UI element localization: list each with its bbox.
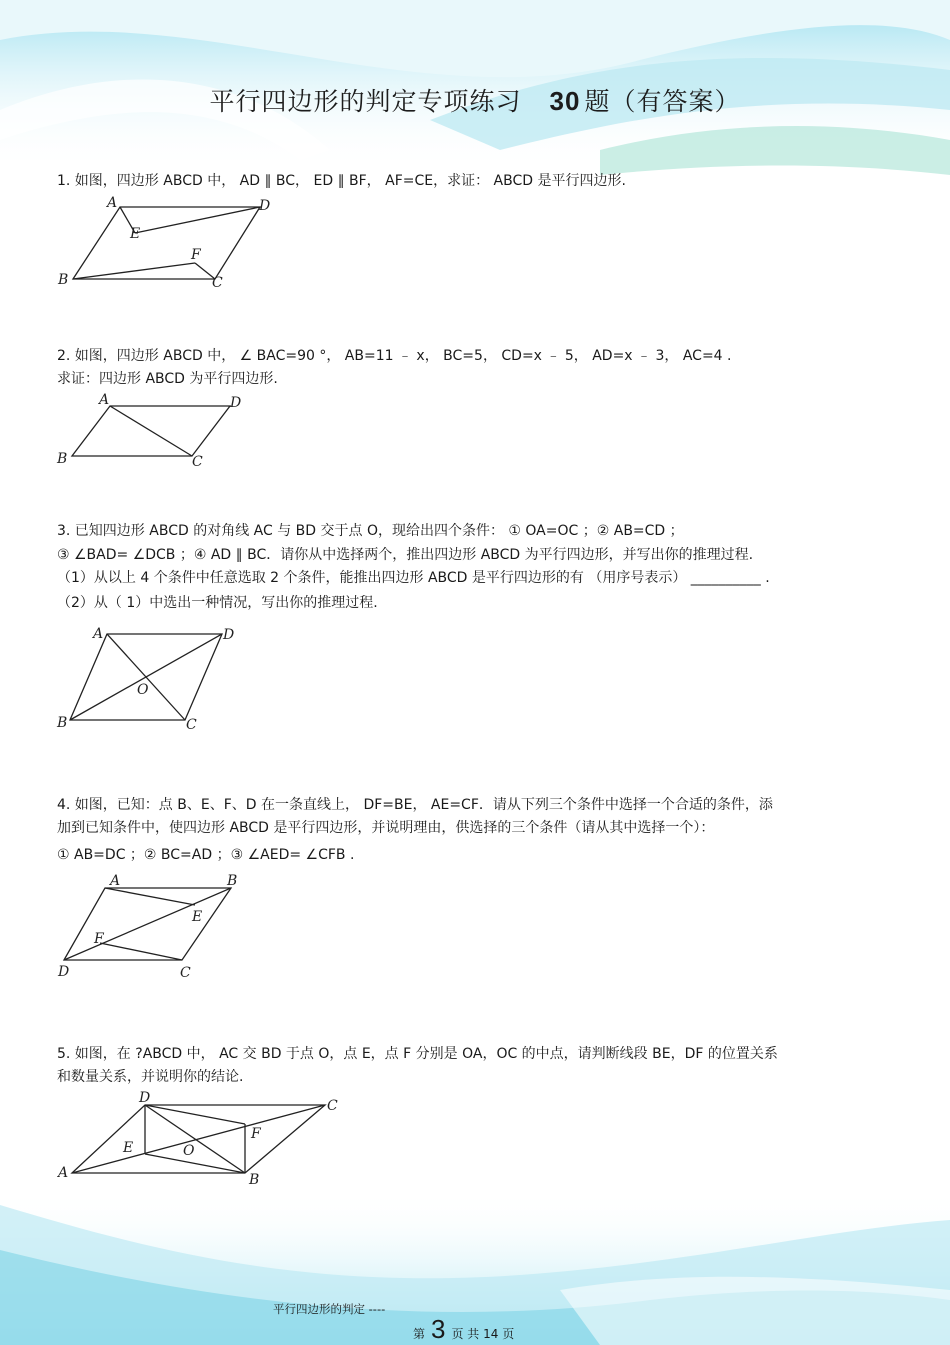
- title-suffix: 题（有答案）: [584, 87, 741, 116]
- q3-label-d: D: [223, 627, 235, 643]
- q2-figure: [55, 390, 265, 475]
- q4-label-d: D: [58, 964, 70, 980]
- q3-figure: [55, 622, 255, 737]
- q3-line-4: （2）从（ 1）中选出一种情况，写出你的推理过程.: [57, 595, 378, 611]
- q1-label-f: F: [191, 247, 201, 263]
- q2-label-c: C: [192, 454, 203, 470]
- footer-page-current: 3: [431, 1314, 446, 1344]
- q1-label-e: E: [130, 226, 141, 242]
- page-title: [0, 82, 950, 118]
- title-main: 平行四边形的判定专项练习: [209, 87, 522, 116]
- q5-label-c: C: [327, 1098, 338, 1114]
- q5-label-b: B: [249, 1172, 260, 1188]
- q5-label-o: O: [183, 1143, 195, 1159]
- q1-figure: [55, 195, 285, 295]
- q5-figure: [55, 1088, 355, 1193]
- q5-label-a: A: [58, 1165, 69, 1181]
- q3-label-a: A: [93, 626, 104, 642]
- q1-label-a: A: [107, 195, 118, 211]
- q4-label-a: A: [110, 873, 121, 889]
- q4-line-3: ① AB=DC ；② BC=AD ；③ ∠AED= ∠CFB .: [57, 847, 355, 863]
- footer-page-suffix: 页 共 14 页: [451, 1327, 515, 1341]
- q4-line-1: 4. 如图，已知：点 B、E、F、D 在一条直线上， DF=BE， AE=CF．请从下列三个条件中选择一个合适的条件，添: [57, 797, 773, 813]
- q1-label-d: D: [259, 198, 271, 214]
- title-number: 30: [549, 86, 581, 116]
- q4-label-e: E: [192, 909, 203, 925]
- q5-line-2: 和数量关系，并说明你的结论.: [57, 1069, 244, 1085]
- q1-label-c: C: [212, 275, 223, 291]
- footer-doc-title: 平行四边形的判定 ----: [273, 1302, 386, 1316]
- q4-label-b: B: [227, 873, 238, 889]
- q5-label-f: F: [251, 1126, 261, 1142]
- q4-figure: [55, 870, 255, 985]
- q5-label-d: D: [139, 1090, 151, 1106]
- q1-label-b: B: [58, 272, 69, 288]
- q2-line-2: 求证：四边形 ABCD 为平行四边形.: [57, 371, 278, 387]
- q2-line-1: 2. 如图，四边形 ABCD 中， ∠ BAC=90 °， AB=11 ﹣ x， BC=5， CD=x ﹣ 5， AD=x ﹣ 3， AC=4 .: [57, 348, 732, 364]
- q2-label-b: B: [57, 451, 68, 467]
- q2-label-a: A: [99, 392, 110, 408]
- q4-label-c: C: [180, 965, 191, 981]
- q5-label-e: E: [123, 1140, 134, 1156]
- q3-line-3: （1）从以上 4 个条件中任意选取 2 个条件，能推出四边形 ABCD 是平行四边形的有 （用序号表示） __________ .: [57, 570, 770, 586]
- q3-label-c: C: [186, 717, 197, 733]
- q3-label-o: O: [137, 682, 149, 698]
- footer-page-prefix: 第: [413, 1327, 426, 1341]
- q4-line-2: 加到已知条件中，使四边形 ABCD 是平行四边形，并说明理由，供选择的三个条件（请从其中选择一个）：: [57, 820, 715, 836]
- q2-label-d: D: [230, 395, 242, 411]
- q1-text: 1. 如图，四边形 ABCD 中， AD ∥ BC， ED ∥ BF， AF=CE，求证： ABCD 是平行四边形.: [57, 173, 626, 189]
- q5-line-1: 5. 如图，在 ?ABCD 中， AC 交 BD 于点 O，点 E，点 F 分别是 OA，OC 的中点，请判断线段 BE，DF 的位置关系: [57, 1046, 778, 1062]
- q3-label-b: B: [57, 715, 68, 731]
- q3-line-1: 3. 已知四边形 ABCD 的对角线 AC 与 BD 交于点 O，现给出四个条件： ① OA=OC ；② AB=CD ；: [57, 523, 684, 539]
- footer-page-number: [413, 1314, 514, 1345]
- q3-line-2: ③ ∠BAD= ∠DCB ；④ AD ∥ BC．请你从中选择两个，推出四边形 ABCD 为平行四边形，并写出你的推理过程.: [57, 547, 754, 563]
- q4-label-f: F: [94, 931, 104, 947]
